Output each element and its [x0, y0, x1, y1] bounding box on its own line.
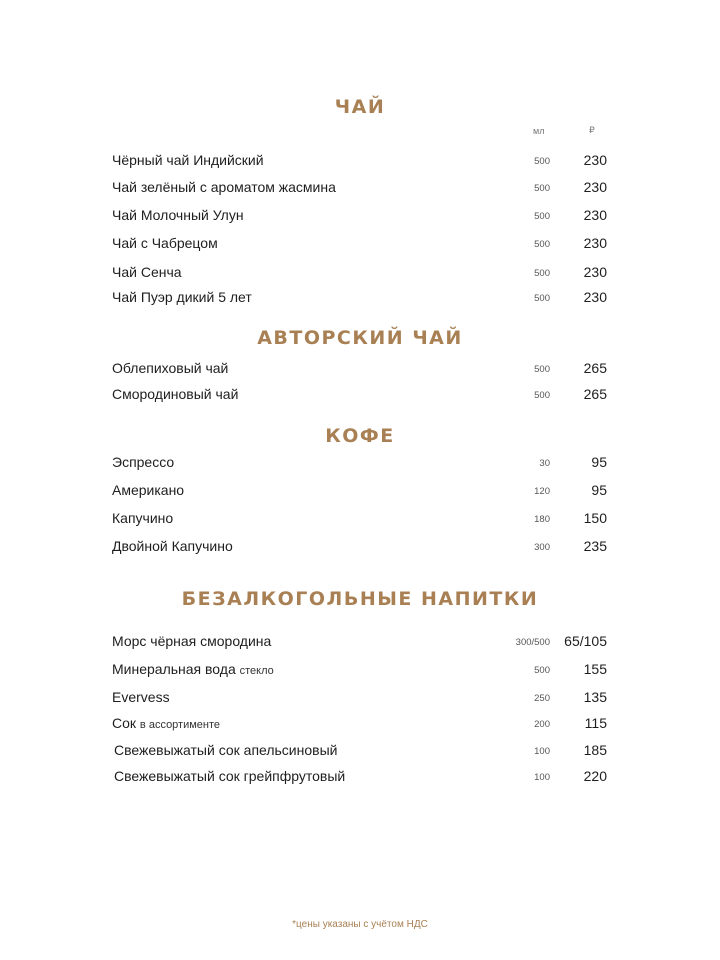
item-name: Американо: [112, 482, 185, 498]
item-volume: 500: [534, 183, 550, 194]
item-price: 95: [591, 454, 607, 470]
item-note: в ассортименте: [139, 719, 221, 731]
menu-item: [112, 289, 607, 311]
item-volume: 30: [539, 458, 550, 469]
item-volume: 120: [534, 486, 550, 497]
menu-item: [112, 454, 607, 476]
item-name: Evervess: [112, 689, 170, 705]
item-price: 230: [583, 179, 607, 195]
menu-item: [112, 264, 607, 286]
menu-item: [112, 360, 607, 382]
item-volume: 500: [534, 156, 550, 167]
item-name: Морс чёрная смородина: [112, 633, 272, 649]
item-price: 265: [583, 386, 607, 402]
item-volume: 100: [534, 772, 550, 783]
item-name: Чай Сенча: [112, 264, 182, 280]
item-name: Чай с Чабрецом: [112, 235, 218, 251]
item-price: 230: [583, 264, 607, 280]
menu-item: [112, 179, 607, 201]
price-unit-label: ₽: [589, 125, 595, 135]
item-name-text: Сок: [112, 715, 137, 731]
section-title-coffee: КОФЕ: [325, 425, 395, 447]
menu-item: [112, 386, 607, 408]
item-name: Двойной Капучино: [112, 538, 233, 554]
item-note: стекло: [239, 665, 274, 677]
item-volume: 500: [534, 665, 550, 676]
item-name: Чай зелёный с ароматом жасмина: [112, 179, 336, 195]
item-name-text: Минеральная вода: [112, 661, 236, 677]
item-price: 230: [583, 152, 607, 168]
menu-item: [112, 152, 607, 174]
item-name: Чай Пуэр дикий 5 лет: [112, 289, 252, 305]
item-price: 220: [583, 768, 607, 784]
item-price: 265: [583, 360, 607, 376]
section-title-tea: ЧАЙ: [334, 96, 386, 118]
item-price: 65/105: [564, 633, 607, 649]
item-name: Капучино: [112, 510, 174, 526]
item-volume: 500: [534, 390, 550, 401]
menu-item: [114, 742, 607, 764]
item-name: Свежевыжатый сок апельсиновый: [114, 742, 338, 758]
item-volume: 200: [534, 719, 550, 730]
menu-item: [112, 633, 607, 655]
item-price: 185: [583, 742, 607, 758]
section-title-soft-drinks: БЕЗАЛКОГОЛЬНЫЕ НАПИТКИ: [181, 588, 539, 610]
item-price: 95: [591, 482, 607, 498]
section-title-signature-tea: АВТОРСКИЙ ЧАЙ: [257, 327, 463, 349]
item-price: 230: [583, 289, 607, 305]
item-volume: 500: [534, 364, 550, 375]
item-name: Смородиновый чай: [112, 386, 239, 402]
vat-footnote: *цены указаны с учётом НДС: [292, 919, 428, 930]
item-name: Свежевыжатый сок грейпфрутовый: [114, 768, 346, 784]
item-price: 230: [583, 207, 607, 223]
item-volume: 250: [534, 693, 550, 704]
menu-item: [112, 482, 607, 504]
item-volume: 500: [534, 239, 550, 250]
item-volume: 500: [534, 293, 550, 304]
menu-item: [112, 661, 607, 683]
item-price: 150: [583, 510, 607, 526]
item-price: 230: [583, 235, 607, 251]
menu-item: [112, 510, 607, 532]
item-price: 135: [583, 689, 607, 705]
item-price: 235: [583, 538, 607, 554]
menu-item: [112, 689, 607, 711]
item-volume: 300: [534, 542, 550, 553]
item-name: [112, 715, 220, 731]
menu-item: [112, 715, 607, 737]
item-name: Чёрный чай Индийский: [112, 152, 264, 168]
item-volume: 300/500: [515, 637, 550, 648]
item-price: 155: [583, 661, 607, 677]
menu-item: [112, 235, 607, 257]
volume-unit-label: мл: [533, 126, 545, 136]
item-volume: 500: [534, 211, 550, 222]
item-name: Эспрессо: [112, 454, 175, 470]
item-volume: 180: [534, 514, 550, 525]
item-price: 115: [584, 715, 607, 731]
item-name: Чай Молочный Улун: [112, 207, 244, 223]
menu-item: [112, 207, 607, 229]
item-volume: 500: [534, 268, 550, 279]
menu-item: [114, 768, 607, 790]
item-name: [112, 661, 274, 677]
item-name: Облепиховый чай: [112, 360, 229, 376]
item-volume: 100: [534, 746, 550, 757]
menu-item: [112, 538, 607, 560]
